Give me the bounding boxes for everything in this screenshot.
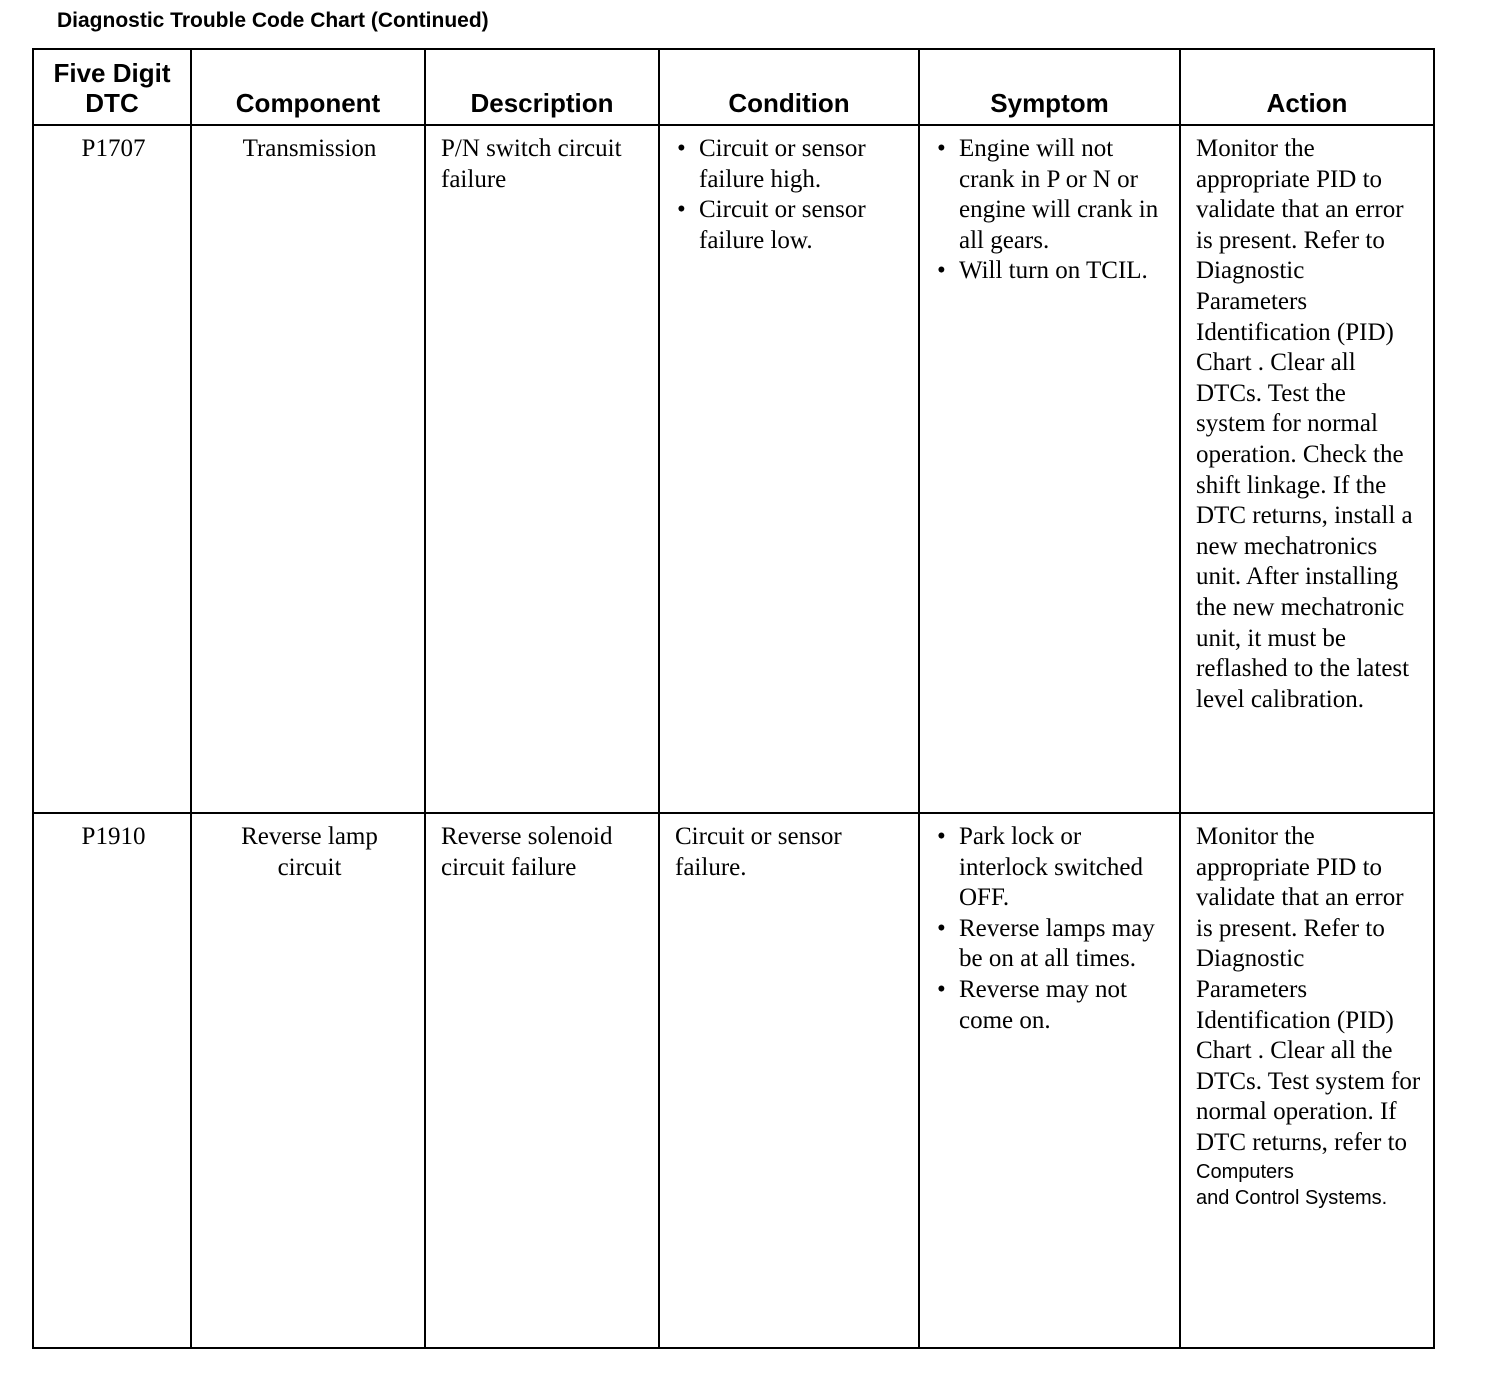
condition-item: • Circuit or sensor failure high. xyxy=(675,134,906,195)
action-reference-line1: Computers xyxy=(1196,1160,1294,1183)
condition-list xyxy=(675,134,906,256)
action-reference-period: . xyxy=(1381,1186,1388,1209)
symptom-cell xyxy=(919,813,1180,1348)
symptom-item: • Reverse lamps may be on at all times. xyxy=(935,914,1167,975)
table-row xyxy=(33,813,1434,1348)
action-cell: Monitor the appropriate PID to validate that an error is present. Refer to Diagnostic Parameters Identification (PID) Chart . Clear all DTCs. Test the system for normal operation. Check the shift linkage. If the DTC returns, install a new mechatronics unit. After installing the new mechatronic unit, it must be reflashed to the latest level calibration. xyxy=(1180,125,1434,813)
table-header-row xyxy=(33,49,1434,125)
column-header-component: Component xyxy=(191,49,425,125)
component-cell: Transmission xyxy=(191,125,425,813)
action-reference-text: and Control Systems xyxy=(1196,1186,1382,1209)
symptom-list xyxy=(935,822,1167,1036)
column-header-dtc-line2: DTC xyxy=(85,88,139,118)
column-header-description: Description xyxy=(425,49,659,125)
action-text: Monitor the appropriate PID to validate that an error is present. Refer to Diagnostic Parameters Identification (PID) Chart . Clear all the DTCs. Test system for normal operation. If DTC returns, refer to xyxy=(1196,823,1421,1156)
description-cell: P/N switch circuit failure xyxy=(425,125,659,813)
condition-cell: Circuit or sensor failure. xyxy=(659,813,919,1348)
dtc-cell: P1910 xyxy=(33,813,191,1348)
symptom-item: • Will turn on TCIL. xyxy=(935,256,1167,287)
condition-item: • Circuit or sensor failure low. xyxy=(675,195,906,256)
action-reference-line2 xyxy=(1196,1185,1421,1211)
symptom-item: • Engine will not crank in P or N or engine will crank in all gears. xyxy=(935,134,1167,256)
dtc-table xyxy=(32,48,1435,1349)
column-header-symptom: Symptom xyxy=(919,49,1180,125)
table-row xyxy=(33,125,1434,813)
symptom-cell xyxy=(919,125,1180,813)
description-cell: Reverse solenoid circuit failure xyxy=(425,813,659,1348)
symptom-item: • Reverse may not come on. xyxy=(935,975,1167,1036)
dtc-cell: P1707 xyxy=(33,125,191,813)
column-header-action: Action xyxy=(1180,49,1434,125)
page-title: Diagnostic Trouble Code Chart (Continued) xyxy=(57,9,489,32)
condition-cell xyxy=(659,125,919,813)
symptom-item: • Park lock or interlock switched OFF. xyxy=(935,822,1167,914)
column-header-condition: Condition xyxy=(659,49,919,125)
symptom-list xyxy=(935,134,1167,287)
column-header-dtc-line1: Five Digit xyxy=(53,58,171,88)
component-cell: Reverse lamp circuit xyxy=(191,813,425,1348)
column-header-dtc xyxy=(33,49,191,125)
action-cell xyxy=(1180,813,1434,1348)
